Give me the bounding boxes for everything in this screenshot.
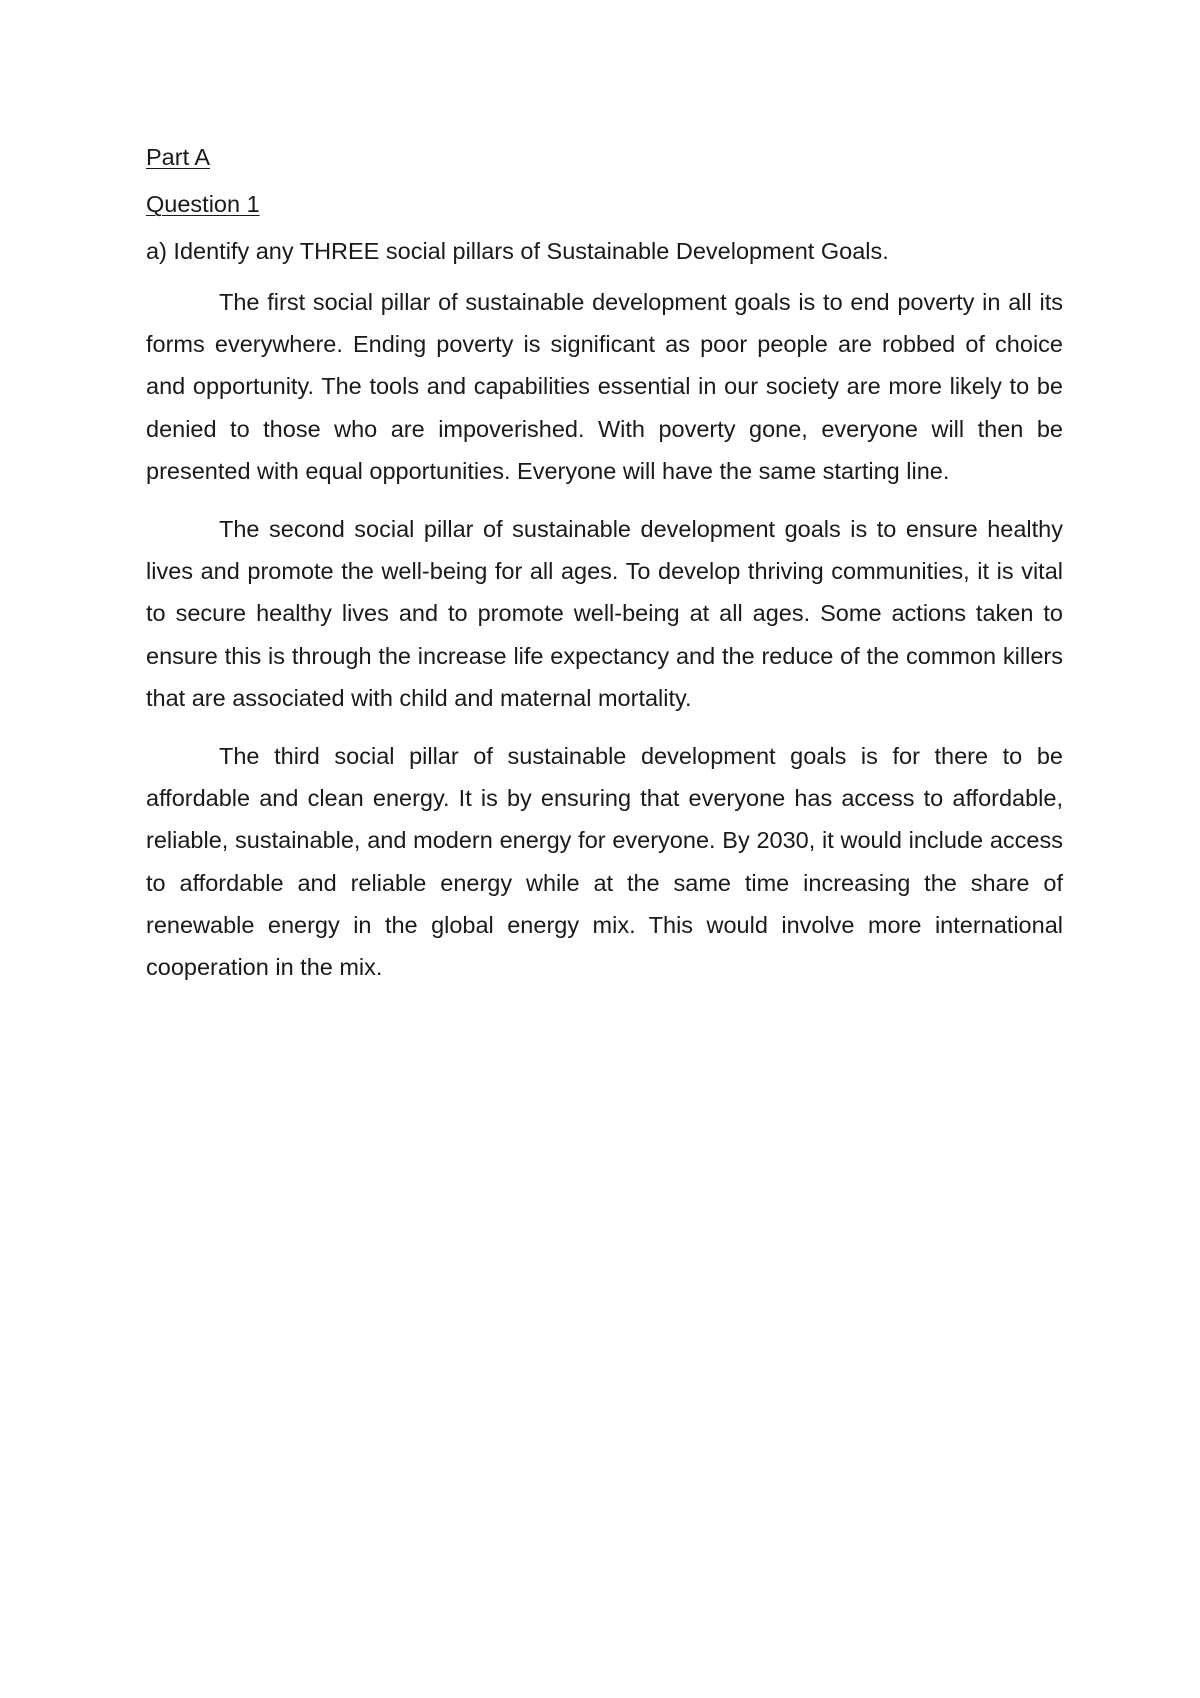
question-heading: Question 1 [146, 191, 260, 217]
question-text: a) Identify any THREE social pillars of Sustainable Development Goals. [146, 238, 889, 264]
part-heading: Part A [146, 144, 211, 170]
paragraph-third-pillar: The third social pillar of sustainable development goals is for there to be affordable and clean energy. It is by ensuring that everyone has access to affordable, reliable, sustainable, and modern energy for everyone. By 2030, it would include access to affordable and reliable energy while at the same time increasing the share of renewable energy in the global energy mix. This would involve more international cooperation in the mix. [146, 743, 1063, 981]
paragraph-second-pillar: The second social pillar of sustainable development goals is to ensure healthy lives and promote the well-being for all ages. To develop thriving communities, it is vital to secure healthy lives and to promote well-being at all ages. Some actions taken to ensure this is through the increase life expectancy and the reduce of the common killers that are associated with child and maternal mortality. [146, 516, 1063, 711]
paragraph-first-pillar: The first social pillar of sustainable development goals is to end poverty in all its forms everywhere. Ending poverty is significant as poor people are robbed of choice and opportunity. The tools and capabilities essential in our society are more likely to be denied to those who are impoverished. With poverty gone, everyone will then be presented with equal opportunities. Everyone will have the same starting line. [146, 289, 1063, 484]
document-body [146, 142, 1063, 1004]
